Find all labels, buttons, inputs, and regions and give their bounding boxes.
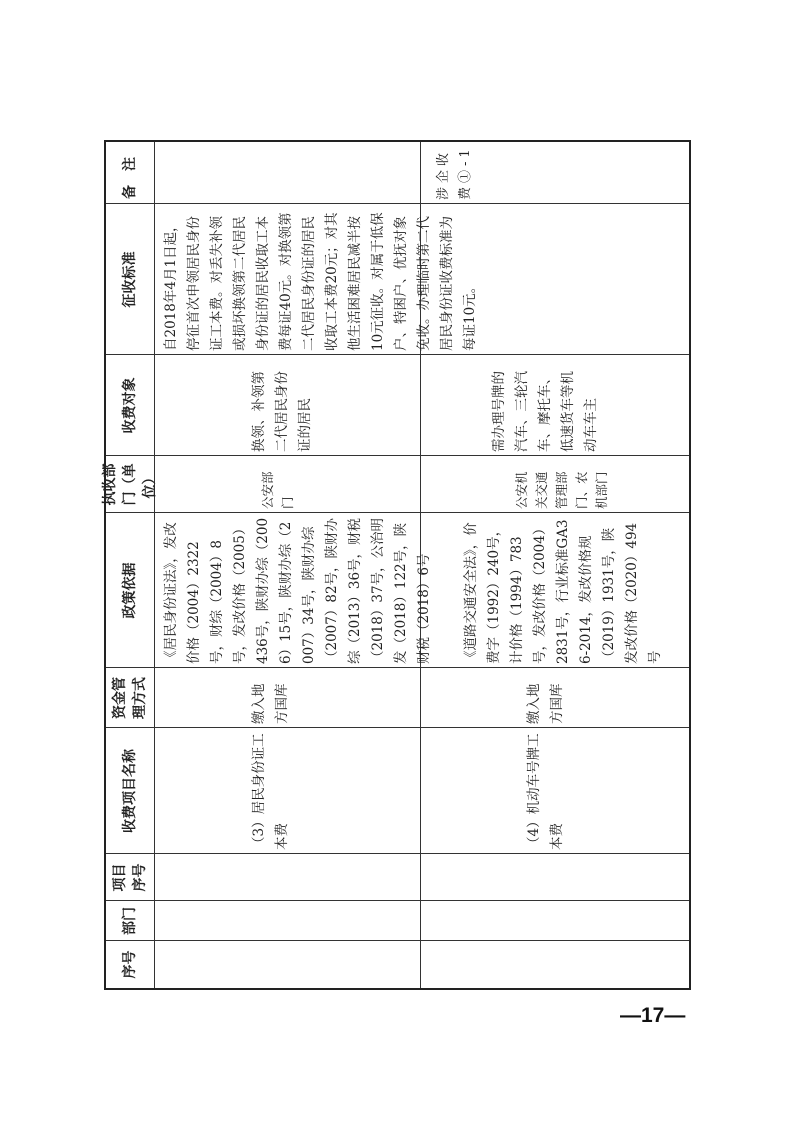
header-dept: 部门 [122,907,138,935]
header-fund-mgmt: 资金管理方式 [112,677,148,719]
row1-item-name: （3）居民身份证工本费 [251,733,290,850]
row1-collector: 公安部门 [260,471,295,509]
page-number: —17— [620,1004,686,1027]
header-policy: 政策依据 [122,562,138,619]
header-standard: 征收标准 [122,251,138,308]
row1-standard: 自2018年4月1日起，停征首次申领居民身份证工本费。对丢失补领或损坏换领第二代居民身份证的居民收取工本费每证40元。对换领第二代居民身份证的居民收取工本费20元；对其他生活困难居民减半按10元征收。对属于低保户、特困户、优抚对象免收。办理临时第二代居民身份证收费标准为每证10元。 [163,212,478,351]
row2-item-name: （4）机动车号牌工本费 [526,733,565,850]
header-collector: 执收部门（单位） [102,463,158,506]
header-item-seq: 项目序号 [112,863,148,892]
row1-item-seq [154,854,420,901]
fee-table [104,140,691,990]
row2-item-seq [420,854,693,901]
row1-target: 换领、补领第二代居民身份证的居民 [251,371,313,452]
header-target: 收费对象 [122,377,138,434]
row2-fund-mgmt: 缴入地方国库 [526,683,565,724]
header-seq: 序号 [122,950,138,979]
row1-seq [154,941,420,988]
row2-policy: 《道路交通安全法》，价费字（1992）240号，计价格（1994）783号，发改价格（2004）2831号，行业标准GA36-2014，发改价格规（2019）1931号，陕发改价格（2020）494号 [463,519,663,664]
row2-remark: 涉企收费①-1 [436,145,473,200]
row2-dept [420,901,693,941]
header-remark: 备注 [122,143,138,199]
row2-standard [424,204,689,355]
row1-dept [154,901,420,941]
row2-target: 需办理号牌的汽车、三轮汽车、摩托车、低速货车等机动车车主 [491,371,599,452]
col-divider [106,727,689,728]
row1-remark [154,138,420,204]
row2-seq [420,941,693,988]
table-border [104,140,691,990]
header-item-name: 收费项目名称 [122,749,138,833]
row1-fund-mgmt: 缴入地方国库 [251,683,290,724]
row1-policy: 《居民身份证法》，发改价格（2004）2322号，财综（2004）8号，发改价格（2005）436号，陕财办综（2006）15号，陕财办综（2007）34号，陕财办综（2007）82号，陕财办综（2013）36号，财税（2018）37号，公治明发（2018）122号，陕财税（2018）6号 [163,517,432,664]
row2-collector: 公安机关交通管理部门、农机部门 [514,471,609,509]
